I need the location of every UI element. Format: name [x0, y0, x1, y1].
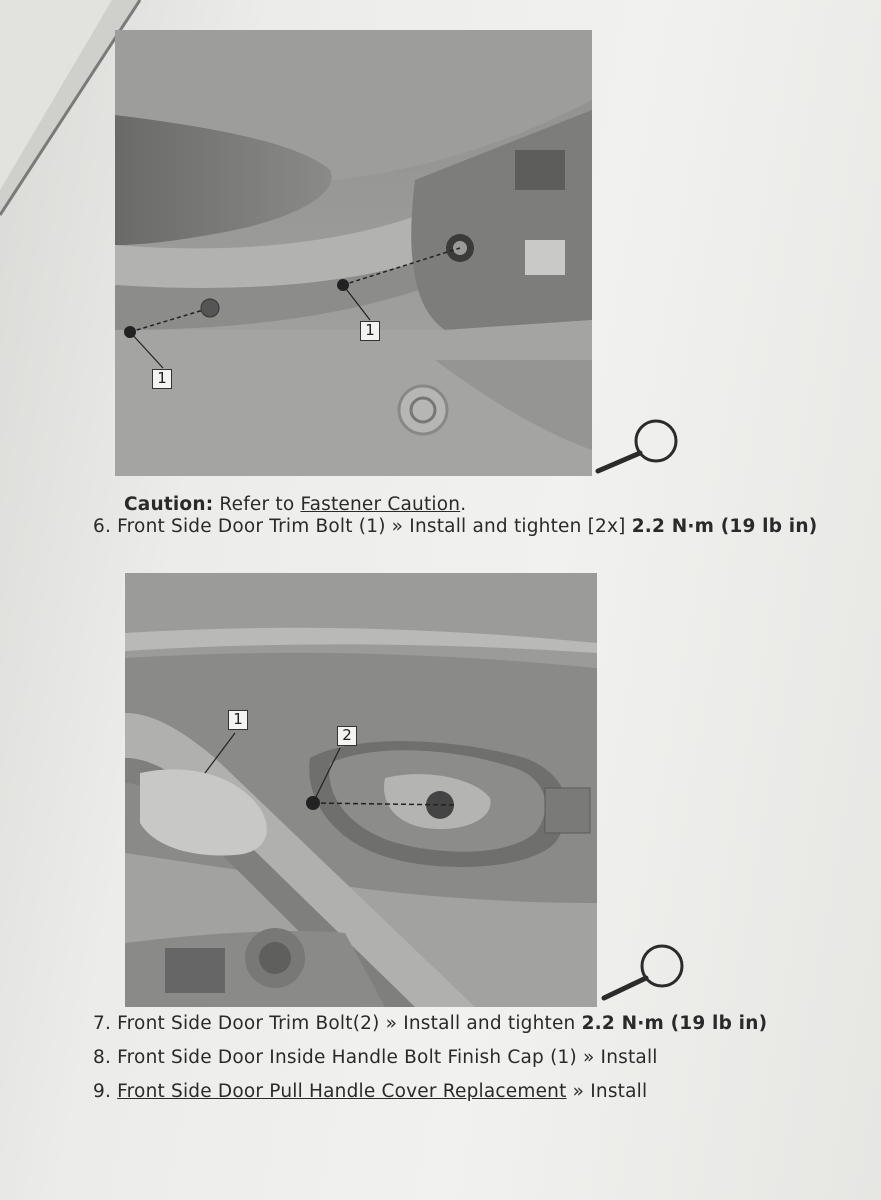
step-9 — [93, 1081, 647, 1102]
caution-label: Caution: — [124, 494, 214, 515]
step-8 — [93, 1047, 658, 1068]
step-6 — [93, 516, 817, 537]
step-number: 6. — [93, 516, 112, 537]
step-text: Front Side Door Trim Bolt (1) » Install and tighten [2x] — [117, 516, 626, 537]
fastener-caution-link[interactable]: Fastener Caution — [300, 494, 461, 515]
callout-label: 2 — [337, 726, 357, 746]
callout-label: 1 — [228, 710, 248, 730]
step-text: » Install — [572, 1081, 648, 1102]
caution-note — [124, 494, 466, 515]
magnifier-icon[interactable] — [594, 413, 684, 475]
step-text: Front Side Door Trim Bolt(2) » Install and tighten — [117, 1013, 576, 1034]
door-trim-bolt-figure — [115, 30, 592, 476]
step-text: Front Side Door Inside Handle Bolt Finish Cap (1) » Install — [117, 1047, 658, 1068]
caution-end: . — [460, 494, 467, 515]
magnifier-icon[interactable] — [600, 940, 690, 1002]
torque-spec: 2.2 N·m (19 lb in) — [581, 1013, 768, 1034]
step-number: 7. — [93, 1013, 112, 1034]
step-number: 8. — [93, 1047, 112, 1068]
door-handle-figure — [125, 573, 597, 1007]
pull-handle-cover-link[interactable]: Front Side Door Pull Handle Cover Replacement — [117, 1081, 567, 1102]
torque-spec: 2.2 N·m (19 lb in) — [631, 516, 818, 537]
step-number: 9. — [93, 1081, 112, 1102]
step-7 — [93, 1013, 767, 1034]
callout-label: 1 — [152, 369, 172, 389]
caution-text: Refer to — [219, 494, 295, 515]
callout-label: 1 — [360, 321, 380, 341]
